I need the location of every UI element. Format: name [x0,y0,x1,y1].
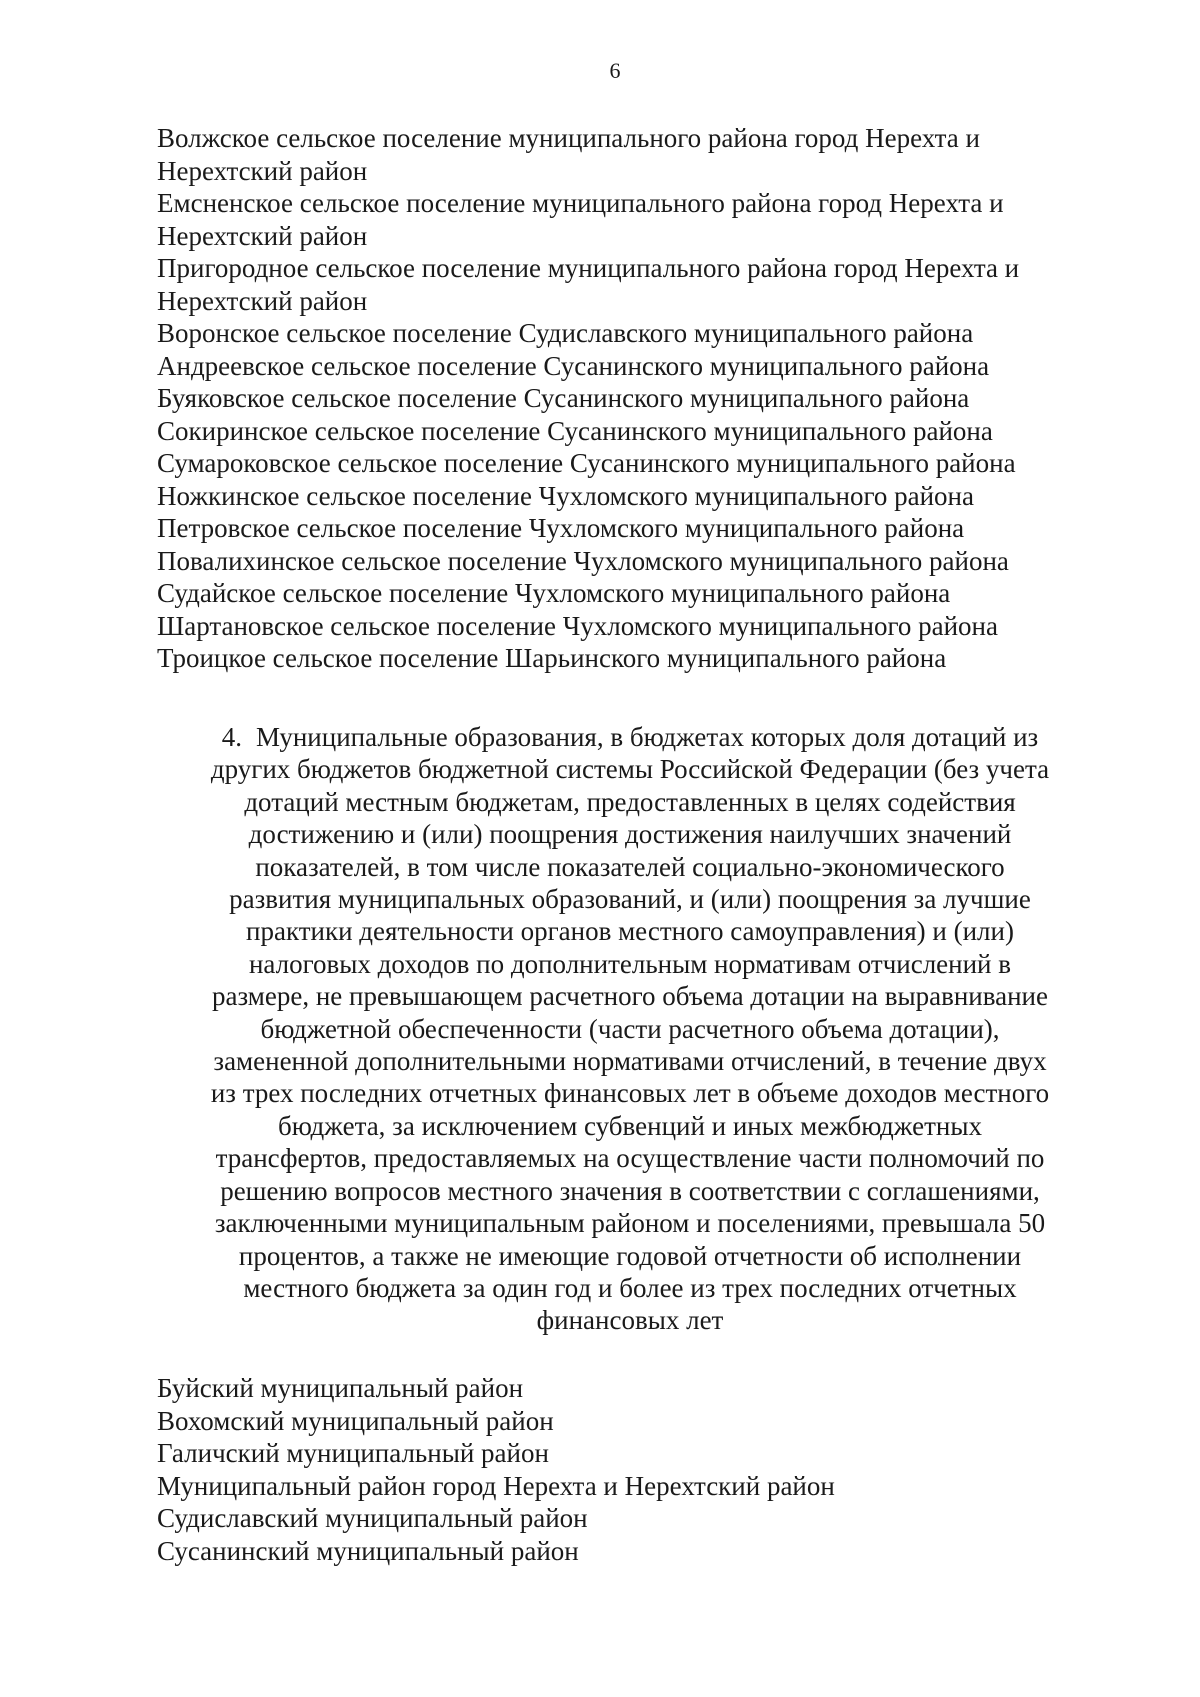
section-heading-line: показателей, в том числе показателей социально-экономического [255,851,1005,882]
list-item-line: Воронское сельское поселение Судиславского муниципального района [157,318,974,348]
list-item-line: Волжское сельское поселение муниципального района город Нерехта и [157,123,980,153]
list-item [157,610,1077,643]
section-heading-line: процентов, а также не имеющие годовой отчетности об исполнении [238,1240,1022,1271]
list-item [157,122,1077,187]
list-item [157,415,1077,448]
districts-list [157,1372,1077,1567]
list-item-line: Судайское сельское поселение Чухломского муниципального района [157,578,951,608]
list-item: Муниципальный район город Нерехта и Нерехтский район [157,1470,835,1501]
section-heading-line: других бюджетов бюджетной системы Российской Федерации (без учета [210,754,1050,785]
list-item-line: Сокиринское сельское поселение Сусанинского муниципального района [157,415,993,446]
section-4-heading [180,721,1080,1337]
list-item [157,350,1077,383]
list-item-line: Нерехтский район [157,285,368,316]
list-item: Судиславский муниципальный район [157,1503,588,1533]
list-item-line: Сумароковское сельское поселение Сусанинского муниципального района [157,448,1016,478]
list-item [157,480,1077,513]
list-item [157,252,1077,317]
list-item-line: Повалихинское сельское поселение Чухломского муниципального района [157,545,1009,576]
list-item-line: Емсненское сельское поселение муниципального района город Нерехта и [157,188,1004,218]
section-heading-line: достижению и (или) поощрения достижения наилучших значений [248,819,1012,850]
section-heading-line: из трех последних отчетных финансовых лет в объеме доходов местного [210,1078,1050,1109]
section-heading-line: решению вопросов местного значения в соответствии с соглашениями, [220,1175,1040,1206]
section-heading-line: заключенными муниципальным районом и поселениями, превышала 50 [214,1208,1046,1239]
list-item: Буйский муниципальный район [157,1373,524,1403]
list-item-line: Ножкинское сельское поселение Чухломского муниципального района [157,480,974,511]
list-item [157,317,1077,350]
list-item [157,187,1077,252]
page-number: 6 [609,58,621,83]
list-item [157,512,1077,545]
settlements-list [157,122,1077,675]
section-number: 4. [221,722,243,752]
section-heading-line: трансфертов, предоставляемых на осуществление части полномочий по [215,1143,1045,1174]
list-item-line: Нерехтский район [157,155,368,186]
section-heading-line: практики деятельности органов местного самоуправления) и (или) [246,916,1014,947]
section-heading-line: бюджетной обеспеченности (части расчетного объема дотации), [260,1013,1000,1044]
section-heading-line: финансовых лет [536,1305,724,1336]
list-item-line: Буяковское сельское поселение Сусанинского муниципального района [157,383,970,413]
list-item [157,642,1077,675]
section-heading-line: размере, не превышающем расчетного объема дотации на выравнивание [212,981,1048,1012]
section-heading-line: налоговых доходов по дополнительным нормативам отчислений в [248,948,1012,979]
list-item [157,447,1077,480]
list-item-line: Шартановское сельское поселение Чухломского муниципального района [157,610,998,641]
list-item-line: Андреевское сельское поселение Сусанинского муниципального района [157,350,990,381]
list-item-line: Нерехтский район [157,220,368,251]
section-heading-line: дотаций местным бюджетам, предоставленных в целях содействия [244,786,1016,817]
list-item: Сусанинский муниципальный район [157,1535,579,1566]
list-item-line: Петровское сельское поселение Чухломского муниципального района [157,513,965,543]
list-item [157,545,1077,578]
list-item-line: Пригородное сельское поселение муниципального района город Нерехта и [157,253,1020,283]
list-item-line: Троицкое сельское поселение Шарьинского муниципального района [157,643,947,673]
section-heading-line: местного бюджета за один год и более из трех последних отчетных [243,1272,1017,1303]
section-heading-text: Муниципальные образования, в бюджетах которых доля дотаций из [256,722,1039,752]
list-item: Вохомский муниципальный район [157,1405,554,1436]
section-heading-line: замененной дополнительными нормативами отчислений, в течение двух [213,1046,1047,1077]
section-heading-line: бюджета, за исключением субвенций и иных межбюджетных [278,1110,982,1141]
section-heading-line: развития муниципальных образований, и (или) поощрения за лучшие [229,884,1031,915]
list-item: Галичский муниципальный район [157,1438,549,1468]
list-item [157,577,1077,610]
list-item [157,382,1077,415]
section-heading-line [180,721,1080,753]
